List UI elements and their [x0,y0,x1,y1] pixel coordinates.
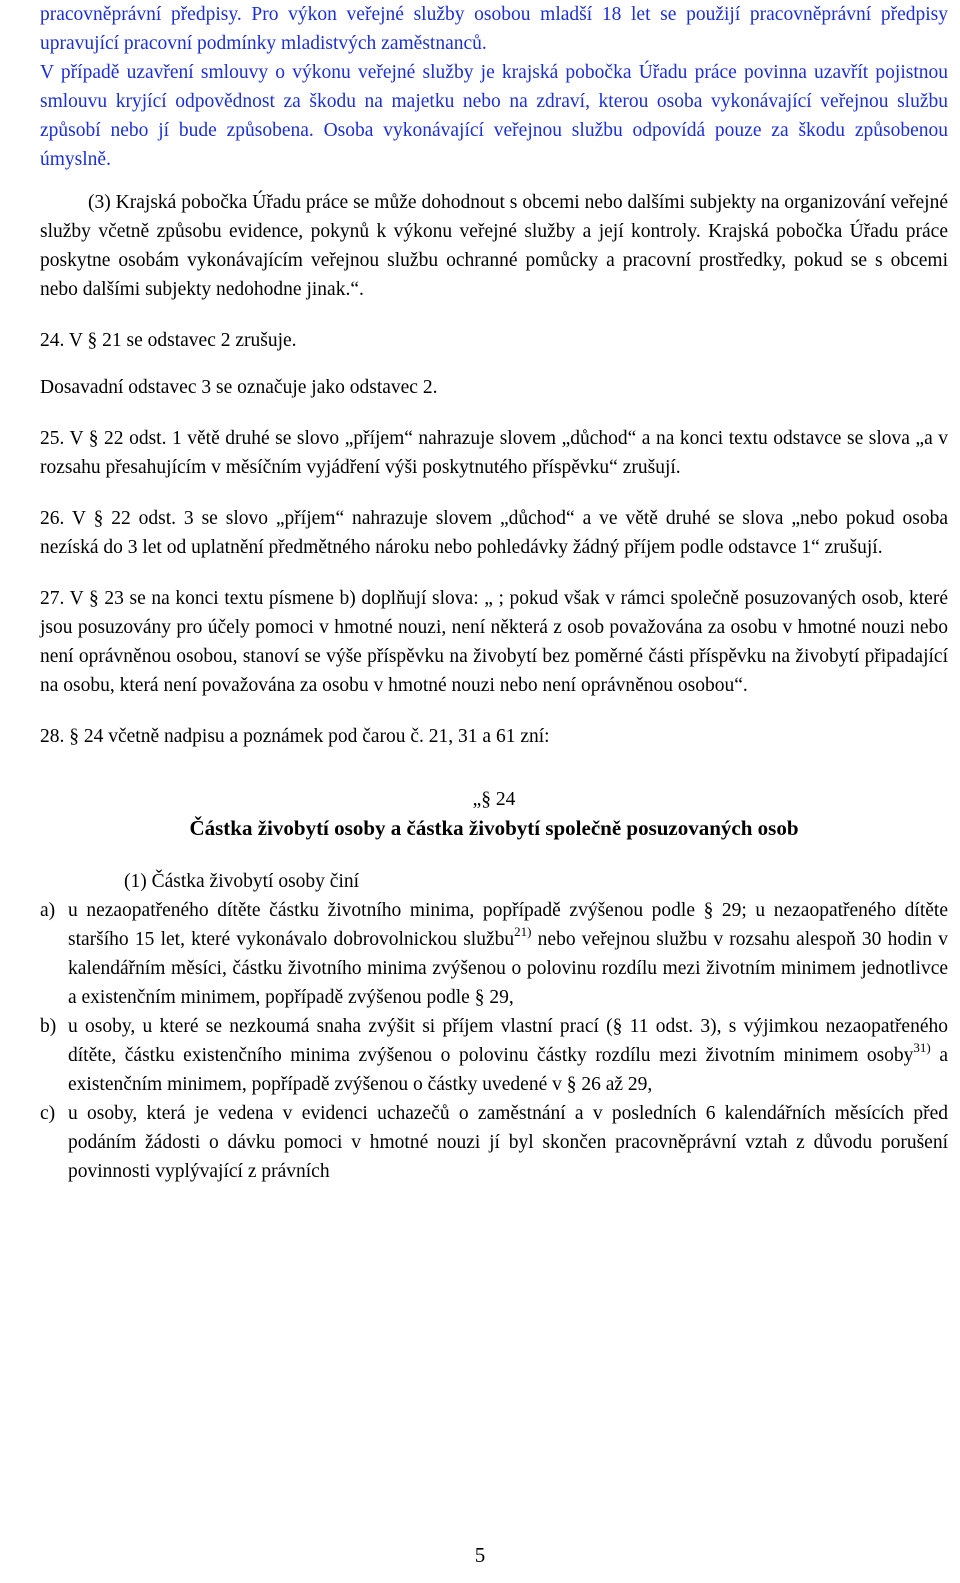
point-28: 28. § 24 včetně nadpisu a poznámek pod čarou č. 21, 31 a 61 zní: [40,726,550,747]
page-number: 5 [474,1543,486,1567]
item-label: a) [40,900,56,921]
item-label: c) [40,1103,56,1124]
item-text: u osoby, u které se nezkoumá snaha zvýšit si příjem vlastní prací (§ 11 odst. 3), s výjimkou nezaopatřeného dítěte, částku existenčního minima zvýšenou o polovinu částky rozdílu mezi životním minimem osoby$^{31)}$ a existenčním minimem, popřípadě zvýšenou o částky uvedené v § 26 až 29, [68,1016,948,1095]
item-label: b) [40,1016,57,1037]
item-text: u osoby, která je vedena v evidenci uchazečů o zaměstnání a v posledních 6 kalendářních měsících před podáním žádosti o dávku pomoci v hmotné nouzi jí byl skončen pracovněprávní vztah z důvodu porušení povinnosti vyplývající z právních [68,1103,948,1182]
section-title: Částka živobytí osoby a částka živobytí společně posuzovaných osob [189,816,799,840]
point-26: 26. V § 22 odst. 3 se slovo „příjem“ nahrazuje slovem „důchod“ a ve větě druhé se slova „nebo pokud osoba nezíská do 3 let od uplatnění předmětného nároku nebo pohledávky žádný příjem podle odstavce 1“ zrušují. [40,508,948,558]
paragraph-3: (3) Krajská pobočka Úřadu práce se může dohodnout s obcemi nebo dalšími subjekty na organizování veřejné služby včetně způsobu evidence, pokynů k výkonu veřejné služby a její kontroly. Krajská pobočka Úřadu práce poskytne osobám vykonávajícím veřejnou službu ochranné pomůcky a pracovní prostředky, pokud se s obcemi nebo dalšími subjekty nedohodne jinak.“. [40,192,948,300]
section-subhead: (1) Částka živobytí osoby činí [124,871,360,892]
list-item [40,1012,948,1099]
section-number: „§ 24 [472,789,516,810]
item-text: u nezaopatřeného dítěte částku životního minima, popřípadě zvýšenou podle § 29; u nezaopatřeného dítěte staršího 15 let, které vykonávalo dobrovolnickou službu$^{21)}$ nebo veřejnou službu v rozsahu alespoň 30 hodin v kalendářním měsíci, částku životního minima zvýšenou o polovinu rozdílu mezi životním minimem jednotlivce a existenčním minimem, popřípadě zvýšenou podle § 29, [68,900,948,1008]
point-27: 27. V § 23 se na konci textu písmene b) doplňují slova: „ ; pokud však v rámci společně posuzovaných osob, které jsou posuzovány pro účely pomoci v hmotné nouzi, není některá z osob považována za osobu v hmotné nouzi nebo není oprávněnou osobou, stanoví se výše příspěvku na živobytí bez poměrné části příspěvku na živobytí připadající na osobu, která není považována za osobu v hmotné nouzi nebo není oprávněnou osobou“. [40,588,948,696]
document-page [40,0,948,1186]
blue-paragraph-2: V případě uzavření smlouvy o výkonu veřejné služby je krajská pobočka Úřadu práce povinna uzavřít pojistnou smlouvu kryjící odpovědnost za škodu na majetku nebo na zdraví, kterou osoba vykonávající veřejnou službu způsobí nebo jí bude způsobena. Osoba vykonávající veřejnou službu odpovídá pouze za škodu způsobenou úmyslně. [40,62,948,170]
point-24-note: Dosavadní odstavec 3 se označuje jako odstavec 2. [40,377,438,398]
blue-paragraph-1: pracovněprávní předpisy. Pro výkon veřejné služby osobou mladší 18 let se použijí pracovněprávní předpisy upravující pracovní podmínky mladistvých zaměstnanců. [40,4,948,54]
point-24: 24. V § 21 se odstavec 2 zrušuje. [40,330,297,351]
list-item [40,1099,948,1186]
list-item [40,896,948,1012]
point-25: 25. V § 22 odst. 1 větě druhé se slovo „příjem“ nahrazuje slovem „důchod“ a na konci textu odstavce se slova „a v rozsahu přesahujícím v měsíčním vyjádření výši poskytnutého příspěvku“ zrušují. [40,428,948,478]
